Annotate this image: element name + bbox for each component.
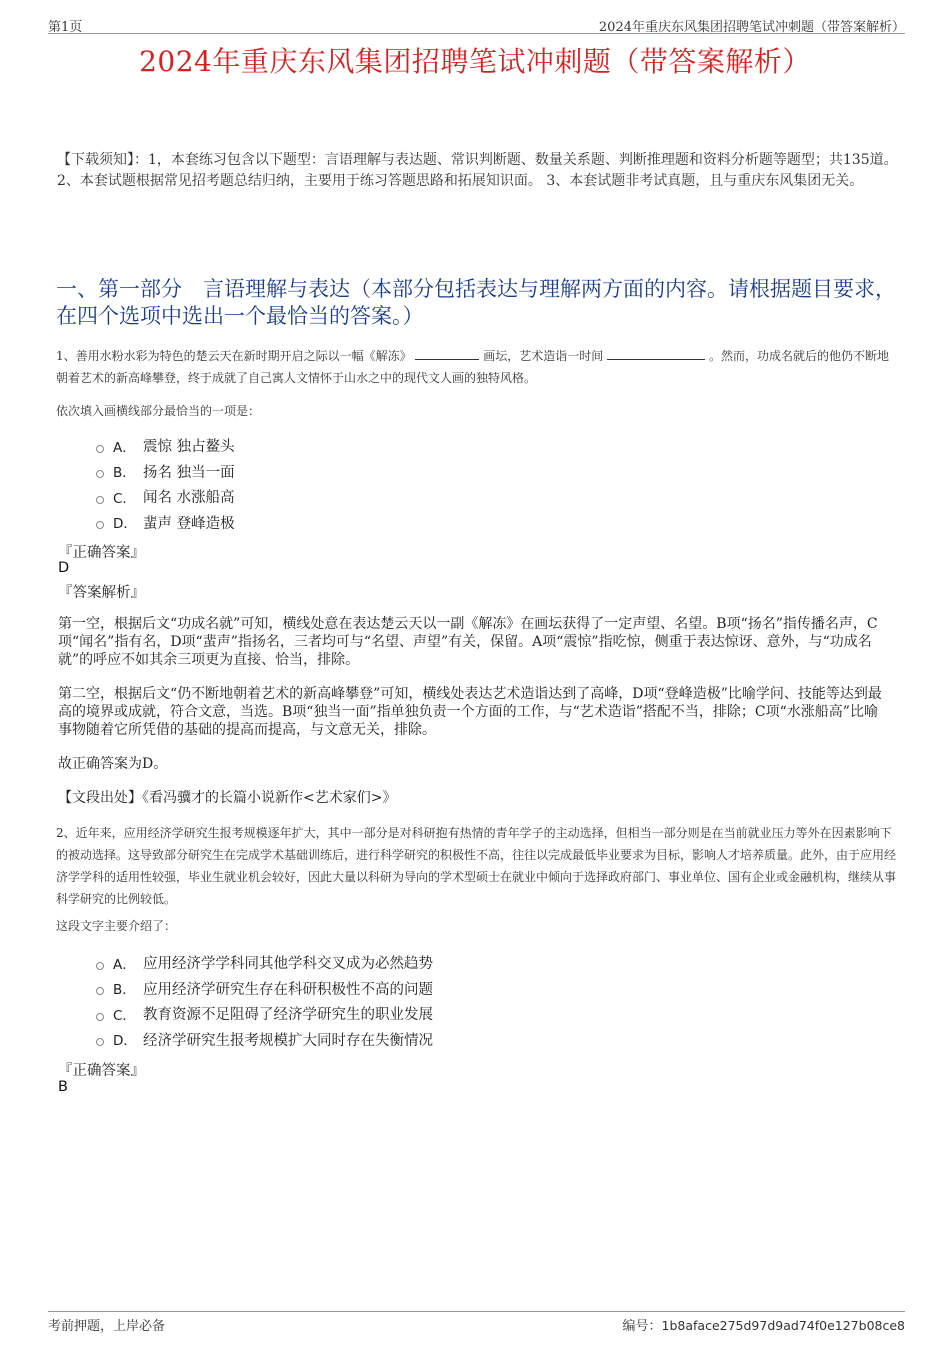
radio-button[interactable] xyxy=(96,987,104,995)
blank-2 xyxy=(607,347,705,360)
radio-button[interactable] xyxy=(96,521,104,529)
option-c[interactable]: C． 教育资源不足阻碍了经济学研究生的职业发展 xyxy=(96,1001,433,1027)
analysis-paragraph: 第一空，根据后文“功成名就”可知，横线处意在表达楚云天以一副《解冻》在画坛获得了一定声望、名望。B项“扬名”指传播名声，C项“闻名”指有名，D项“蜚声”指扬名，三者均可与“名望、声望”有关，保留。A项“震惊”指吃惊，侧重于表达惊讶、意外，与“功成名就”的呼应不如其余三项更为直接、恰当，排除。 xyxy=(58,616,878,668)
option-d[interactable]: D． 蜚声 登峰造极 xyxy=(96,510,235,536)
radio-button[interactable] xyxy=(96,445,104,453)
radio-button[interactable] xyxy=(96,496,104,504)
option-a[interactable]: A． 应用经济学学科同其他学科交叉成为必然趋势 xyxy=(96,950,433,976)
radio-button[interactable] xyxy=(96,1038,104,1046)
question-1-prompt: 依次填入画横线部分最恰当的一项是： xyxy=(56,404,261,418)
blank-1 xyxy=(415,347,479,360)
question-1-options xyxy=(96,433,235,535)
footer-code: 编号：1b8aface275d97d9ad74f0e127b08ce8 xyxy=(622,1318,905,1334)
answer-label: 『正确答案』 xyxy=(58,1063,145,1079)
answer-value: B xyxy=(58,1079,68,1095)
download-notice: 【下载须知】：1，本套练习包含以下题型：言语理解与表达题、常识判断题、数量关系题、判断推理题和资料分析题等题型；共135道。 2、本套试题根据常见招考题总结归纳，主要用于练习答题思路和拓展知识面。 3、本套试题非考试真题，且与重庆东风集团无关。 xyxy=(57,152,898,189)
source-citation: 【文段出处】《看冯骥才的长篇小说新作<艺术家们>》 xyxy=(58,790,397,806)
document-title: 2024年重庆东风集团招聘笔试冲刺题（带答案解析） xyxy=(139,45,811,78)
footer-slogan: 考前押题，上岸必备 xyxy=(48,1319,166,1334)
page-number: 第1页 xyxy=(48,20,83,35)
analysis-label: 『答案解析』 xyxy=(58,585,145,601)
section-heading: 一、第一部分 言语理解与表达（本部分包括表达与理解两方面的内容。请根据题目要求，在四个选项中选出一个最恰当的答案。） xyxy=(56,277,896,328)
page-header xyxy=(48,13,905,34)
question-2-options xyxy=(96,950,433,1052)
option-c[interactable]: C． 闻名 水涨船高 xyxy=(96,484,235,510)
option-d[interactable]: D． 经济学研究生报考规模扩大同时存在失衡情况 xyxy=(96,1027,433,1053)
option-a[interactable]: A． 震惊 独占鳌头 xyxy=(96,433,235,459)
analysis-paragraph: 第二空，根据后文“仍不断地朝着艺术的新高峰攀登”可知，横线处表达艺术造诣达到了高峰，D项“登峰造极”比喻学问、技能等达到最高的境界或成就，符合文意，当选。B项“独当一面”指单独负责一个方面的工作，与“艺术造诣”搭配不当，排除；C项“水涨船高”比喻事物随着它所凭借的基础的提高而提高，与文意无关，排除。 xyxy=(58,686,882,738)
page-footer xyxy=(48,1311,905,1332)
question-2-stem: 2、近年来，应用经济学研究生报考规模逐年扩大，其中一部分是对科研抱有热情的青年学子的主动选择，但相当一部分则是在当前就业压力等外在因素影响下的被动选择。这导致部分研究生在完成学术基础训练后，进行科学研究的积极性不高，往往以完成最低毕业要求为目标，影响人才培养质量。此外，由于应用经济学学科的适用性较强，毕业生就业机会较好，因此大量以科研为导向的学术型硕士在就业中倾向于选择政府部门、事业单位、国有企业或金融机构，继续从事科学研究的比例较低。 xyxy=(56,826,897,906)
answer-value: D xyxy=(58,560,70,576)
radio-button[interactable] xyxy=(96,1013,104,1021)
option-b[interactable]: B． 扬名 独当一面 xyxy=(96,459,235,485)
header-doc-title: 2024年重庆东风集团招聘笔试冲刺题（带答案解析） xyxy=(598,20,905,35)
question-2-prompt: 这段文字主要介绍了： xyxy=(56,919,177,933)
radio-button[interactable] xyxy=(96,962,104,970)
question-1-stem: 1、善用水粉水彩为特色的楚云天在新时期开启之际以一幅《解冻》 画坛，艺术造诣一时间 。然而，功成名就后的他仍不断地朝着艺术的新高峰攀登，终于成就了自己寓人文情怀于山水之中的现代文人画的独特风格。 xyxy=(56,349,889,385)
radio-button[interactable] xyxy=(96,470,104,478)
analysis-conclusion: 故正确答案为D。 xyxy=(58,756,168,772)
option-b[interactable]: B． 应用经济学研究生存在科研积极性不高的问题 xyxy=(96,976,433,1002)
answer-label: 『正确答案』 xyxy=(58,545,145,561)
